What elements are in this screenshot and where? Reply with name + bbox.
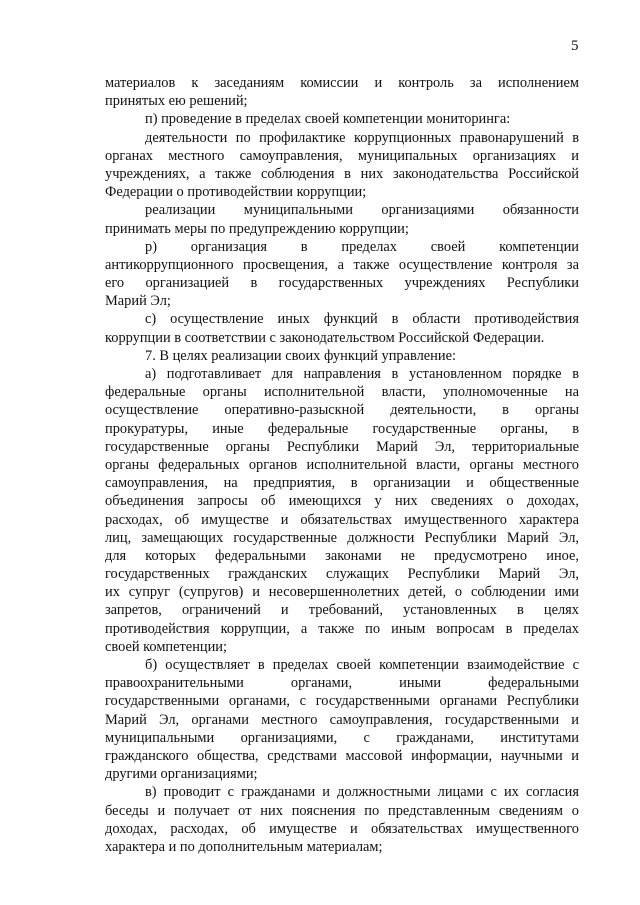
text-line: гражданского общества, средствами массовой информации, научными и — [105, 747, 579, 764]
text-line: государственные органы Республики Марий Эл, территориальные — [105, 438, 579, 455]
text-line: для которых федеральными законами не предусмотрено иное, — [105, 547, 579, 564]
text-line: противодействия коррупции, а также по иным вопросам в пределах — [105, 620, 579, 637]
text-line: деятельности по профилактике коррупционных правонарушений в — [145, 129, 579, 146]
text-line: запретов, ограничений и требований, установленных в целях — [105, 602, 579, 619]
text-line: антикоррупционного просвещения, а также осуществление контроля за — [105, 256, 579, 273]
text-line: коррупции в соответствии с законодательством Российской Федерации. — [105, 329, 545, 346]
text-line: р) организация в пределах своей компетенции — [145, 238, 579, 255]
text-line: органы федеральных органов исполнительной власти, органы местного — [105, 456, 579, 473]
text-line: Марий Эл, органами местного самоуправления, государственными и — [105, 711, 579, 728]
text-line: характера и по дополнительным материалам; — [105, 838, 383, 855]
text-line: осуществление оперативно-разыскной деятельности, в органы — [105, 402, 579, 419]
text-line: самоуправления, на предприятия, в организации и общественные — [105, 475, 579, 492]
text-line: в) проводит с гражданами и должностными лицами с их согласия — [145, 784, 579, 801]
text-line: Марий Эл; — [105, 293, 171, 310]
text-line: расходах, об имуществе и обязательствах имущественного характера — [105, 511, 579, 528]
page-number: 5 — [571, 38, 579, 54]
text-line: 7. В целях реализации своих функций управление: — [145, 347, 456, 364]
text-line: объединения запросы об имеющихся у них сведениях о доходах, — [105, 493, 579, 510]
text-line: б) осуществляет в пределах своей компетенции взаимодействие с — [145, 657, 579, 673]
text-line: а) подготавливает для направления в установленном порядке в — [145, 366, 579, 382]
text-line: принимать меры по предупреждению коррупции; — [105, 220, 409, 237]
text-line: беседы и получает от них пояснения по представленным сведениям о — [105, 802, 579, 819]
text-line: материалов к заседаниям комиссии и контроль за исполнением — [105, 75, 579, 91]
text-line: муниципальными организациями, с гражданами, институтами — [105, 729, 579, 746]
text-line: органах местного самоуправления, муниципальных организациях и — [105, 147, 579, 164]
text-line: государственными органами, с государственными органами Республики — [105, 693, 579, 710]
text-line: п) проведение в пределах своей компетенции мониторинга: — [145, 111, 511, 128]
text-line: принятых ею решений; — [105, 93, 248, 110]
text-line: его организацией в государственных учреждениях Республики — [105, 275, 579, 292]
text-line: реализации муниципальными организациями обязанности — [145, 202, 579, 219]
text-line: доходах, расходах, об имуществе и обязательствах имущественного — [105, 820, 579, 837]
text-line: с) осуществление иных функций в области противодействия — [145, 311, 579, 328]
text-line: федеральные органы исполнительной власти, уполномоченные на — [105, 384, 579, 401]
document-body — [105, 74, 579, 856]
text-line: государственных гражданских служащих Республики Марий Эл, — [105, 566, 579, 583]
text-line: учреждениях, а также соблюдения в них законодательства Российской — [105, 165, 579, 182]
text-line: своей компетенции; — [105, 638, 227, 655]
text-line: лиц, замещающих государственные должности Республики Марий Эл, — [105, 529, 579, 546]
text-line: правоохранительными органами, иными федеральными — [105, 675, 579, 692]
text-line: другими организациями; — [105, 766, 258, 783]
text-line: их супруг (супругов) и несовершеннолетних детей, о соблюдении ими — [105, 584, 579, 601]
text-line: прокуратуры, иные федеральные государственные органы, в — [105, 420, 579, 437]
text-line: Федерации о противодействии коррупции; — [105, 184, 367, 201]
